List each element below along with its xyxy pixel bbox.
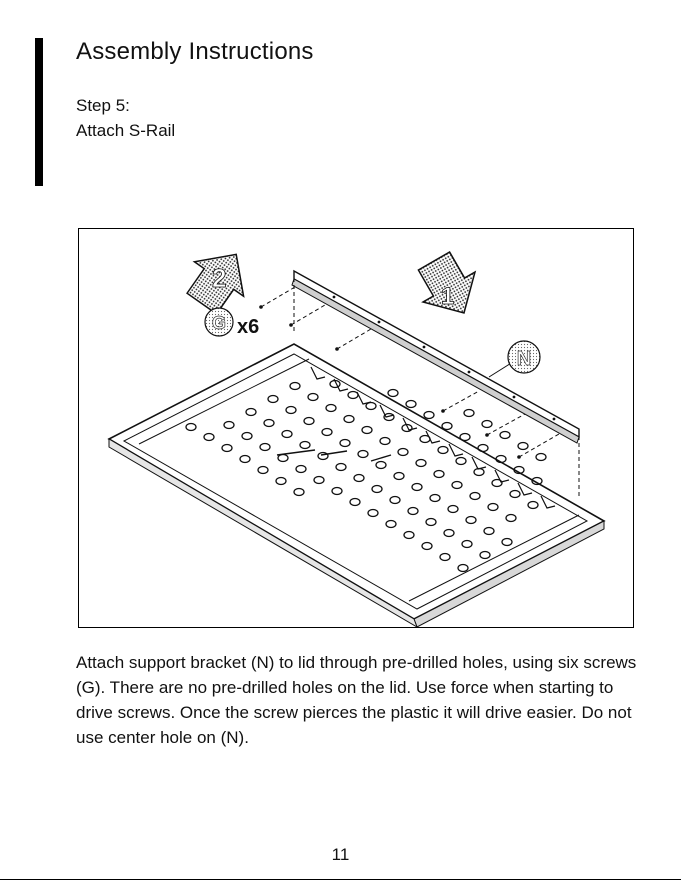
step-name: Attach S-Rail <box>76 121 176 140</box>
part-g-badge <box>205 308 233 336</box>
part-n-letter: N <box>516 348 532 370</box>
page-number: 11 <box>331 845 350 864</box>
arrow-2-number: 2 <box>212 263 227 293</box>
lid-panel <box>109 344 604 627</box>
assembly-illustration <box>78 228 634 628</box>
part-n-badge <box>489 341 540 377</box>
step-arrow-1 <box>408 246 490 328</box>
bottom-rule <box>0 879 681 880</box>
side-accent-bar <box>35 38 43 186</box>
page-title: Assembly Instructions <box>76 38 314 65</box>
screw-quantity: x6 <box>237 316 260 338</box>
instruction-text: Attach support bracket (N) to lid through pre-drilled holes, using six screws (G). There are no pre-drilled holes on the lid. Use force when starting to drive screws. Once the screw pierces the plastic it will drive easier. Do not use center hole on (N). <box>76 653 637 747</box>
part-g-letter: G <box>211 313 227 333</box>
arrow-1-number: 1 <box>441 283 455 310</box>
step-label: Step 5: <box>76 96 130 115</box>
